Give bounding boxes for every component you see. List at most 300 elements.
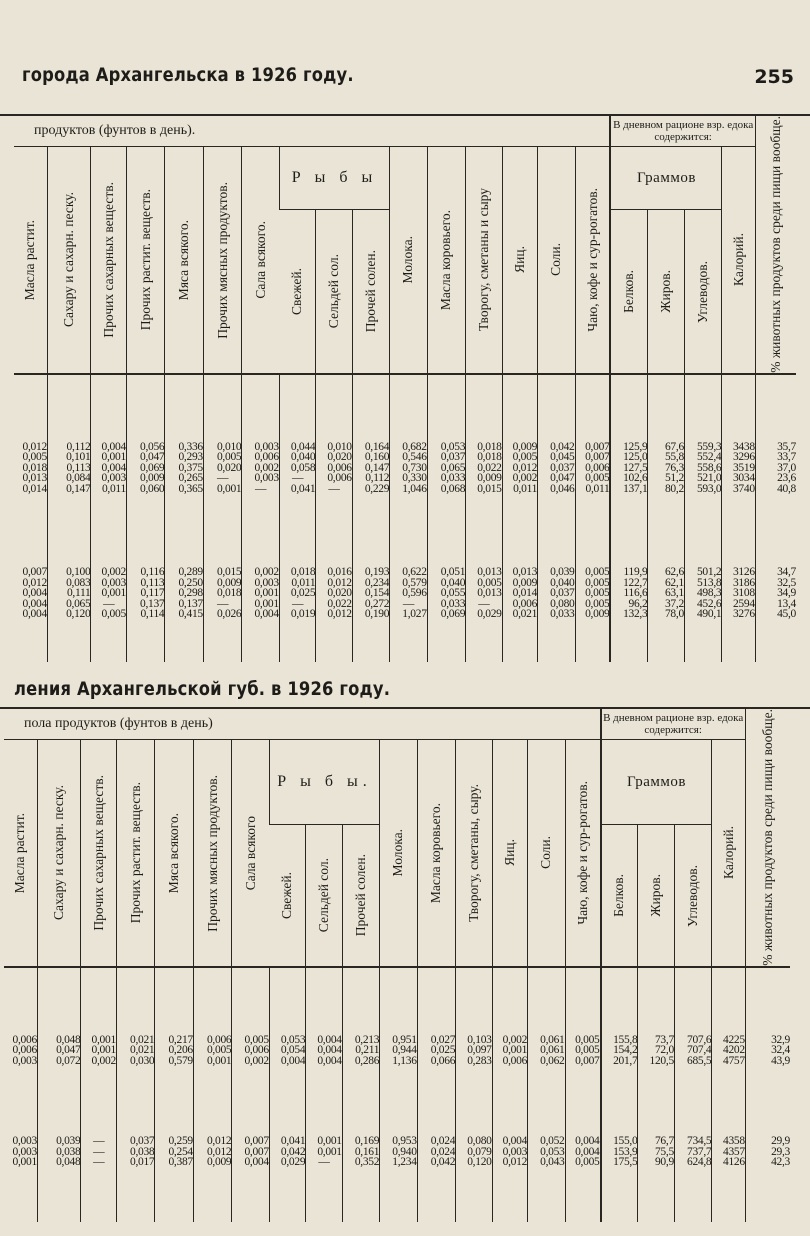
top-group2 [14,567,796,620]
top-col-header: Масла растит. [14,147,47,374]
cell-value: 0,027 [430,1033,456,1046]
cell-value: 3186 [732,576,755,589]
cell-value: 0,004 [575,1145,600,1158]
empty-cell [47,494,91,567]
cell-value: 0,546 [402,451,427,464]
empty-cell [417,967,455,1035]
table-cell [502,442,537,495]
cell-value: 0,004 [280,1054,306,1067]
table-cell [232,1035,269,1067]
table-cell [37,1035,81,1067]
bottom-group1 [4,1035,790,1067]
cell-value: 1,027 [402,608,427,621]
top-col-header: Прочих мясных продуктов. [203,147,241,374]
cell-value: 0,014 [512,587,538,600]
table-cell [528,1035,565,1067]
table-cell [203,567,241,620]
empty-cell [538,374,575,442]
cell-value: 0,004 [101,440,126,453]
table-cell [306,1136,342,1168]
cell-value: 0,147 [66,482,91,495]
cell-value: 3126 [732,566,755,579]
cell-value: 4202 [723,1044,745,1057]
empty-cell [722,620,755,662]
empty-cell [81,1168,116,1222]
bottom-col-header: Прочей солен. [342,825,379,967]
cell-value: 685,5 [687,1054,712,1067]
cell-value: 0,113 [66,461,91,474]
empty-cell [81,1066,116,1136]
cell-value: 29,3 [771,1145,790,1158]
empty-cell [712,1168,745,1222]
empty-cell [528,1066,565,1136]
bottom-col-header: Масла растит. [4,740,37,967]
cell-value: 3296 [732,451,755,464]
cell-value: 0,069 [440,608,466,621]
table-cell [155,1136,193,1168]
cell-value: 513,8 [696,576,722,589]
empty-cell [565,1066,600,1136]
cell-value: 0,120 [66,608,91,621]
empty-cell [165,494,203,567]
table-cell [342,1035,379,1067]
table-cell [528,1136,565,1168]
empty-cell [610,620,647,662]
cell-value: 132,3 [623,608,648,621]
cell-value: 0,003 [12,1135,37,1148]
table-cell [91,442,126,495]
cell-value: 0,024 [430,1135,456,1148]
bottom-col-header: Углеводов. [674,825,711,967]
cell-value: 0,083 [66,576,91,589]
empty-cell [648,494,684,567]
cell-value: 0,298 [178,587,203,600]
table-cell [427,567,465,620]
cell-value: 0,004 [575,1135,600,1148]
table-cell [116,1035,154,1067]
empty-cell [242,620,279,662]
cell-value: 67,6 [664,440,684,453]
empty-cell [417,1066,455,1136]
cell-value: 0,030 [130,1054,155,1067]
bottom-col-header: Прочих растит. веществ. [116,740,154,967]
cell-value: 0,120 [467,1156,492,1169]
cell-value: 0,005 [575,1033,600,1046]
cell-value: 32,9 [771,1033,790,1046]
table-cell [165,442,203,495]
cell-value: 0,041 [290,482,316,495]
cell-value: 0,002 [91,1054,116,1067]
empty-cell [193,1168,231,1222]
cell-value: 0,005 [22,451,47,464]
cell-value: 0,006 [512,597,538,610]
cell-value: 0,004 [254,608,279,621]
empty-cell [492,1168,527,1222]
cell-value: — [93,1145,105,1158]
cell-value: 0,011 [291,576,316,589]
top-col-header: Масла коровьего. [427,147,465,374]
cell-value: 0,190 [364,608,390,621]
cell-value: 0,003 [101,576,126,589]
empty-cell [279,494,315,567]
cell-value: — [254,482,267,495]
table-cell [91,567,126,620]
cell-value: 55,8 [664,451,684,464]
cell-value: 76,7 [654,1135,674,1148]
table-cell [684,442,721,495]
empty-cell [601,1168,638,1222]
cell-value: 0,017 [130,1156,155,1169]
empty-cell [193,967,231,1035]
empty-cell [47,374,91,442]
empty-cell [91,494,126,567]
table-cell [575,442,610,495]
cell-value: 0,002 [512,472,538,485]
cell-value: 559,3 [696,440,722,453]
cell-value: 0,016 [327,566,352,579]
empty-cell [755,374,796,442]
empty-cell [684,494,721,567]
cell-value: 0,005 [585,566,610,579]
cell-value: 0,229 [364,482,390,495]
cell-value: 0,040 [290,451,316,464]
cell-value: 0,001 [206,1054,232,1067]
empty-cell [638,967,674,1035]
empty-cell [316,620,352,662]
empty-cell [380,1066,417,1136]
cell-value: 0,012 [327,608,352,621]
cell-value: 0,021 [130,1033,155,1046]
table-cell [638,1136,674,1168]
table-cell [242,442,279,495]
cell-value: 72,0 [654,1044,674,1057]
table-cell [538,567,575,620]
empty-cell [466,374,502,442]
empty-cell [638,1066,674,1136]
empty-cell [203,620,241,662]
cell-value: 0,001 [254,597,279,610]
cell-value: 0,029 [477,608,502,621]
table-cell [565,1035,600,1067]
cell-value: 102,6 [623,472,648,485]
cell-value: 0,953 [392,1135,417,1148]
cell-value: 0,011 [101,482,126,495]
empty-cell [306,1066,342,1136]
cell-value: 0,217 [168,1033,193,1046]
cell-value: 0,003 [12,1054,37,1067]
cell-value: 37,2 [664,597,684,610]
cell-value: 34,7 [777,566,796,579]
empty-cell [502,620,537,662]
empty-cell [648,620,684,662]
table-cell [352,442,389,495]
empty-cell [165,374,203,442]
cell-value: 0,289 [178,566,203,579]
cell-value: 624,8 [687,1156,712,1169]
empty-cell [390,374,427,442]
cell-value: 43,9 [771,1054,790,1067]
table-cell [390,567,427,620]
table-cell [342,1136,379,1168]
top-col-header: Соли. [538,147,575,374]
table-cell [37,1136,81,1168]
cell-value: — [328,482,340,495]
cell-value: 155,8 [613,1033,638,1046]
top-spacer-b [14,494,796,567]
empty-cell [684,374,721,442]
top-col-header: Сала всякого. [242,147,279,374]
cell-value: 0,137 [140,597,165,610]
top-col-header: Сахару и сахарн. песку. [47,147,91,374]
cell-value: 0,003 [254,576,279,589]
cell-value: 0,012 [502,1156,528,1169]
table-cell [417,1035,455,1067]
bottom-col-header: Белков. [601,825,638,967]
cell-value: 0,007 [244,1135,269,1148]
table-cell [232,1136,269,1168]
empty-cell [279,620,315,662]
top-spacer-c [14,620,796,662]
cell-value: 0,193 [364,566,390,579]
empty-cell [610,494,647,567]
cell-value: 0,022 [477,461,502,474]
empty-cell [712,967,745,1035]
empty-cell [126,620,164,662]
table-cell [126,442,164,495]
cell-value: 125,9 [623,440,648,453]
cell-value: 0,415 [178,608,203,621]
empty-cell [269,1066,305,1136]
cell-value: 0,940 [392,1145,417,1158]
cell-value: 42,3 [771,1156,790,1169]
cell-value: 707,6 [687,1033,712,1046]
cell-value: 0,020 [327,451,352,464]
cell-value: 0,007 [244,1145,269,1158]
cell-value: 0,004 [101,461,126,474]
empty-cell [380,1168,417,1222]
cell-value: 0,730 [402,461,427,474]
empty-cell [306,967,342,1035]
table-cell [745,1035,790,1067]
cell-value: 0,001 [101,587,126,600]
table-cell [648,442,684,495]
top-col-header: Сельдей сол. [316,210,352,374]
cell-value: 0,011 [585,482,610,495]
table-cell [745,1136,790,1168]
cell-value: 0,012 [327,576,352,589]
table-cell [4,1035,37,1067]
table-row-group [14,442,796,495]
cell-value: 0,009 [206,1156,232,1169]
top-col-header: Прочей солен. [352,210,389,374]
empty-cell [722,494,755,567]
cell-value: 0,330 [402,472,427,485]
cell-value: 0,005 [512,451,538,464]
cell-value: 0,060 [140,482,165,495]
cell-value: 452,6 [696,597,722,610]
cell-value: 76,3 [664,461,684,474]
table-cell [674,1035,711,1067]
cell-value: 0,033 [440,597,466,610]
cell-value: 122,7 [623,576,648,589]
cell-value: 0,019 [290,608,316,621]
empty-cell [155,1066,193,1136]
cell-value: 0,579 [402,576,427,589]
cell-value: 0,375 [178,461,203,474]
cell-value: 0,041 [280,1135,306,1148]
table-cell [712,1136,745,1168]
cell-value: 0,018 [477,440,502,453]
empty-cell [427,374,465,442]
empty-cell [492,967,527,1035]
empty-cell [14,374,47,442]
cell-value: 175,5 [613,1156,638,1169]
cell-value: 0,079 [467,1145,492,1158]
cell-value: 0,003 [101,472,126,485]
cell-value: 0,054 [280,1044,306,1057]
top-ration-header: В дневном рационе взр. едока содержится: [610,116,755,147]
cell-value: 0,012 [206,1135,232,1148]
empty-cell [269,967,305,1035]
empty-cell [674,1066,711,1136]
empty-cell [37,1066,81,1136]
empty-cell [203,374,241,442]
empty-cell [316,494,352,567]
empty-cell [91,620,126,662]
cell-value: 0,002 [502,1033,528,1046]
empty-cell [4,1168,37,1222]
empty-cell [155,1168,193,1222]
empty-cell [390,620,427,662]
table-cell [14,567,47,620]
cell-value: 0,033 [550,608,575,621]
cell-value: 0,009 [585,608,610,621]
cell-value: 0,336 [178,440,203,453]
empty-cell [456,967,492,1035]
cell-value: 0,038 [56,1145,81,1158]
cell-value: 0,006 [502,1054,528,1067]
cell-value: 0,003 [12,1145,37,1158]
cell-value: 0,001 [91,1044,116,1057]
cell-value: 35,7 [777,440,796,453]
table-cell [492,1035,527,1067]
cell-value: 0,113 [140,576,165,589]
top-heading: города Архангельска в 1926 году. [22,64,354,86]
cell-value: 0,004 [502,1135,528,1148]
table-cell [456,1035,492,1067]
bottom-spacer-c [4,1168,790,1222]
cell-value: 0,005 [477,576,502,589]
cell-value: 119,9 [623,566,648,579]
cell-value: 0,009 [477,472,502,485]
cell-value: 155,0 [613,1135,638,1148]
empty-cell [242,374,279,442]
cell-value: 33,7 [777,451,796,464]
cell-value: 0,006 [327,472,352,485]
cell-value: 0,006 [12,1044,37,1057]
cell-value: 0,003 [254,472,279,485]
cell-value: 0,579 [168,1054,193,1067]
empty-cell [352,494,389,567]
cell-value: 0,169 [354,1135,380,1148]
cell-value: 0,062 [540,1054,565,1067]
empty-cell [565,967,600,1035]
bottom-col-header: Мяса всякого. [155,740,193,967]
table-cell [456,1136,492,1168]
cell-value: 1,136 [392,1054,417,1067]
cell-value: 0,005 [585,597,610,610]
cell-value: 0,272 [364,597,390,610]
cell-value: 0,013 [477,566,502,579]
table-cell [47,442,91,495]
bottom-fish-group: Р ы б ы. [269,740,379,825]
cell-value: 0,024 [430,1145,456,1158]
cell-value: 0,234 [364,576,390,589]
bottom-col-header: Прочих сахарных веществ. [81,740,116,967]
cell-value: 0,005 [216,451,242,464]
empty-cell [427,494,465,567]
cell-value: 0,013 [22,472,47,485]
cell-value: 0,004 [22,587,47,600]
cell-value: 0,116 [140,566,165,579]
cell-value: 0,042 [280,1145,306,1158]
top-col-header: Белков. [610,210,647,374]
cell-value: — [217,597,229,610]
cell-value: 0,048 [56,1156,81,1169]
cell-value: 0,006 [244,1044,269,1057]
cell-value: 78,0 [664,608,684,621]
cell-value: 0,005 [585,472,610,485]
top-spacer-a [14,374,796,442]
cell-value: 0,012 [22,576,47,589]
empty-cell [81,967,116,1035]
cell-value: 4358 [723,1135,745,1148]
cell-value: 0,056 [140,440,165,453]
cell-value: — [217,472,229,485]
cell-value: 0,037 [130,1135,155,1148]
cell-value: 0,004 [317,1033,342,1046]
cell-value: 0,010 [216,440,242,453]
empty-cell [502,374,537,442]
cell-value: 734,5 [687,1135,712,1148]
table-cell [722,567,755,620]
empty-cell [538,620,575,662]
cell-value: 0,052 [540,1135,565,1148]
cell-value: 0,293 [178,451,203,464]
cell-value: 0,154 [364,587,390,600]
cell-value: 0,250 [178,576,203,589]
cell-value: 0,007 [22,566,47,579]
cell-value: 0,112 [365,472,390,485]
cell-value: 0,026 [216,608,242,621]
page-number: 255 [754,66,794,88]
cell-value: 0,012 [206,1145,232,1158]
cell-value: 0,111 [66,587,91,600]
table-cell [14,442,47,495]
empty-cell [528,967,565,1035]
cell-value: 62,6 [664,566,684,579]
table-cell [601,1035,638,1067]
empty-cell [638,1168,674,1222]
cell-value: 4225 [723,1033,745,1046]
cell-value: 0,005 [206,1044,232,1057]
empty-cell [755,620,796,662]
cell-value: 34,9 [777,587,796,600]
cell-value: 3034 [732,472,755,485]
empty-cell [674,967,711,1035]
cell-value: 0,112 [66,440,91,453]
cell-value: 0,042 [430,1156,456,1169]
